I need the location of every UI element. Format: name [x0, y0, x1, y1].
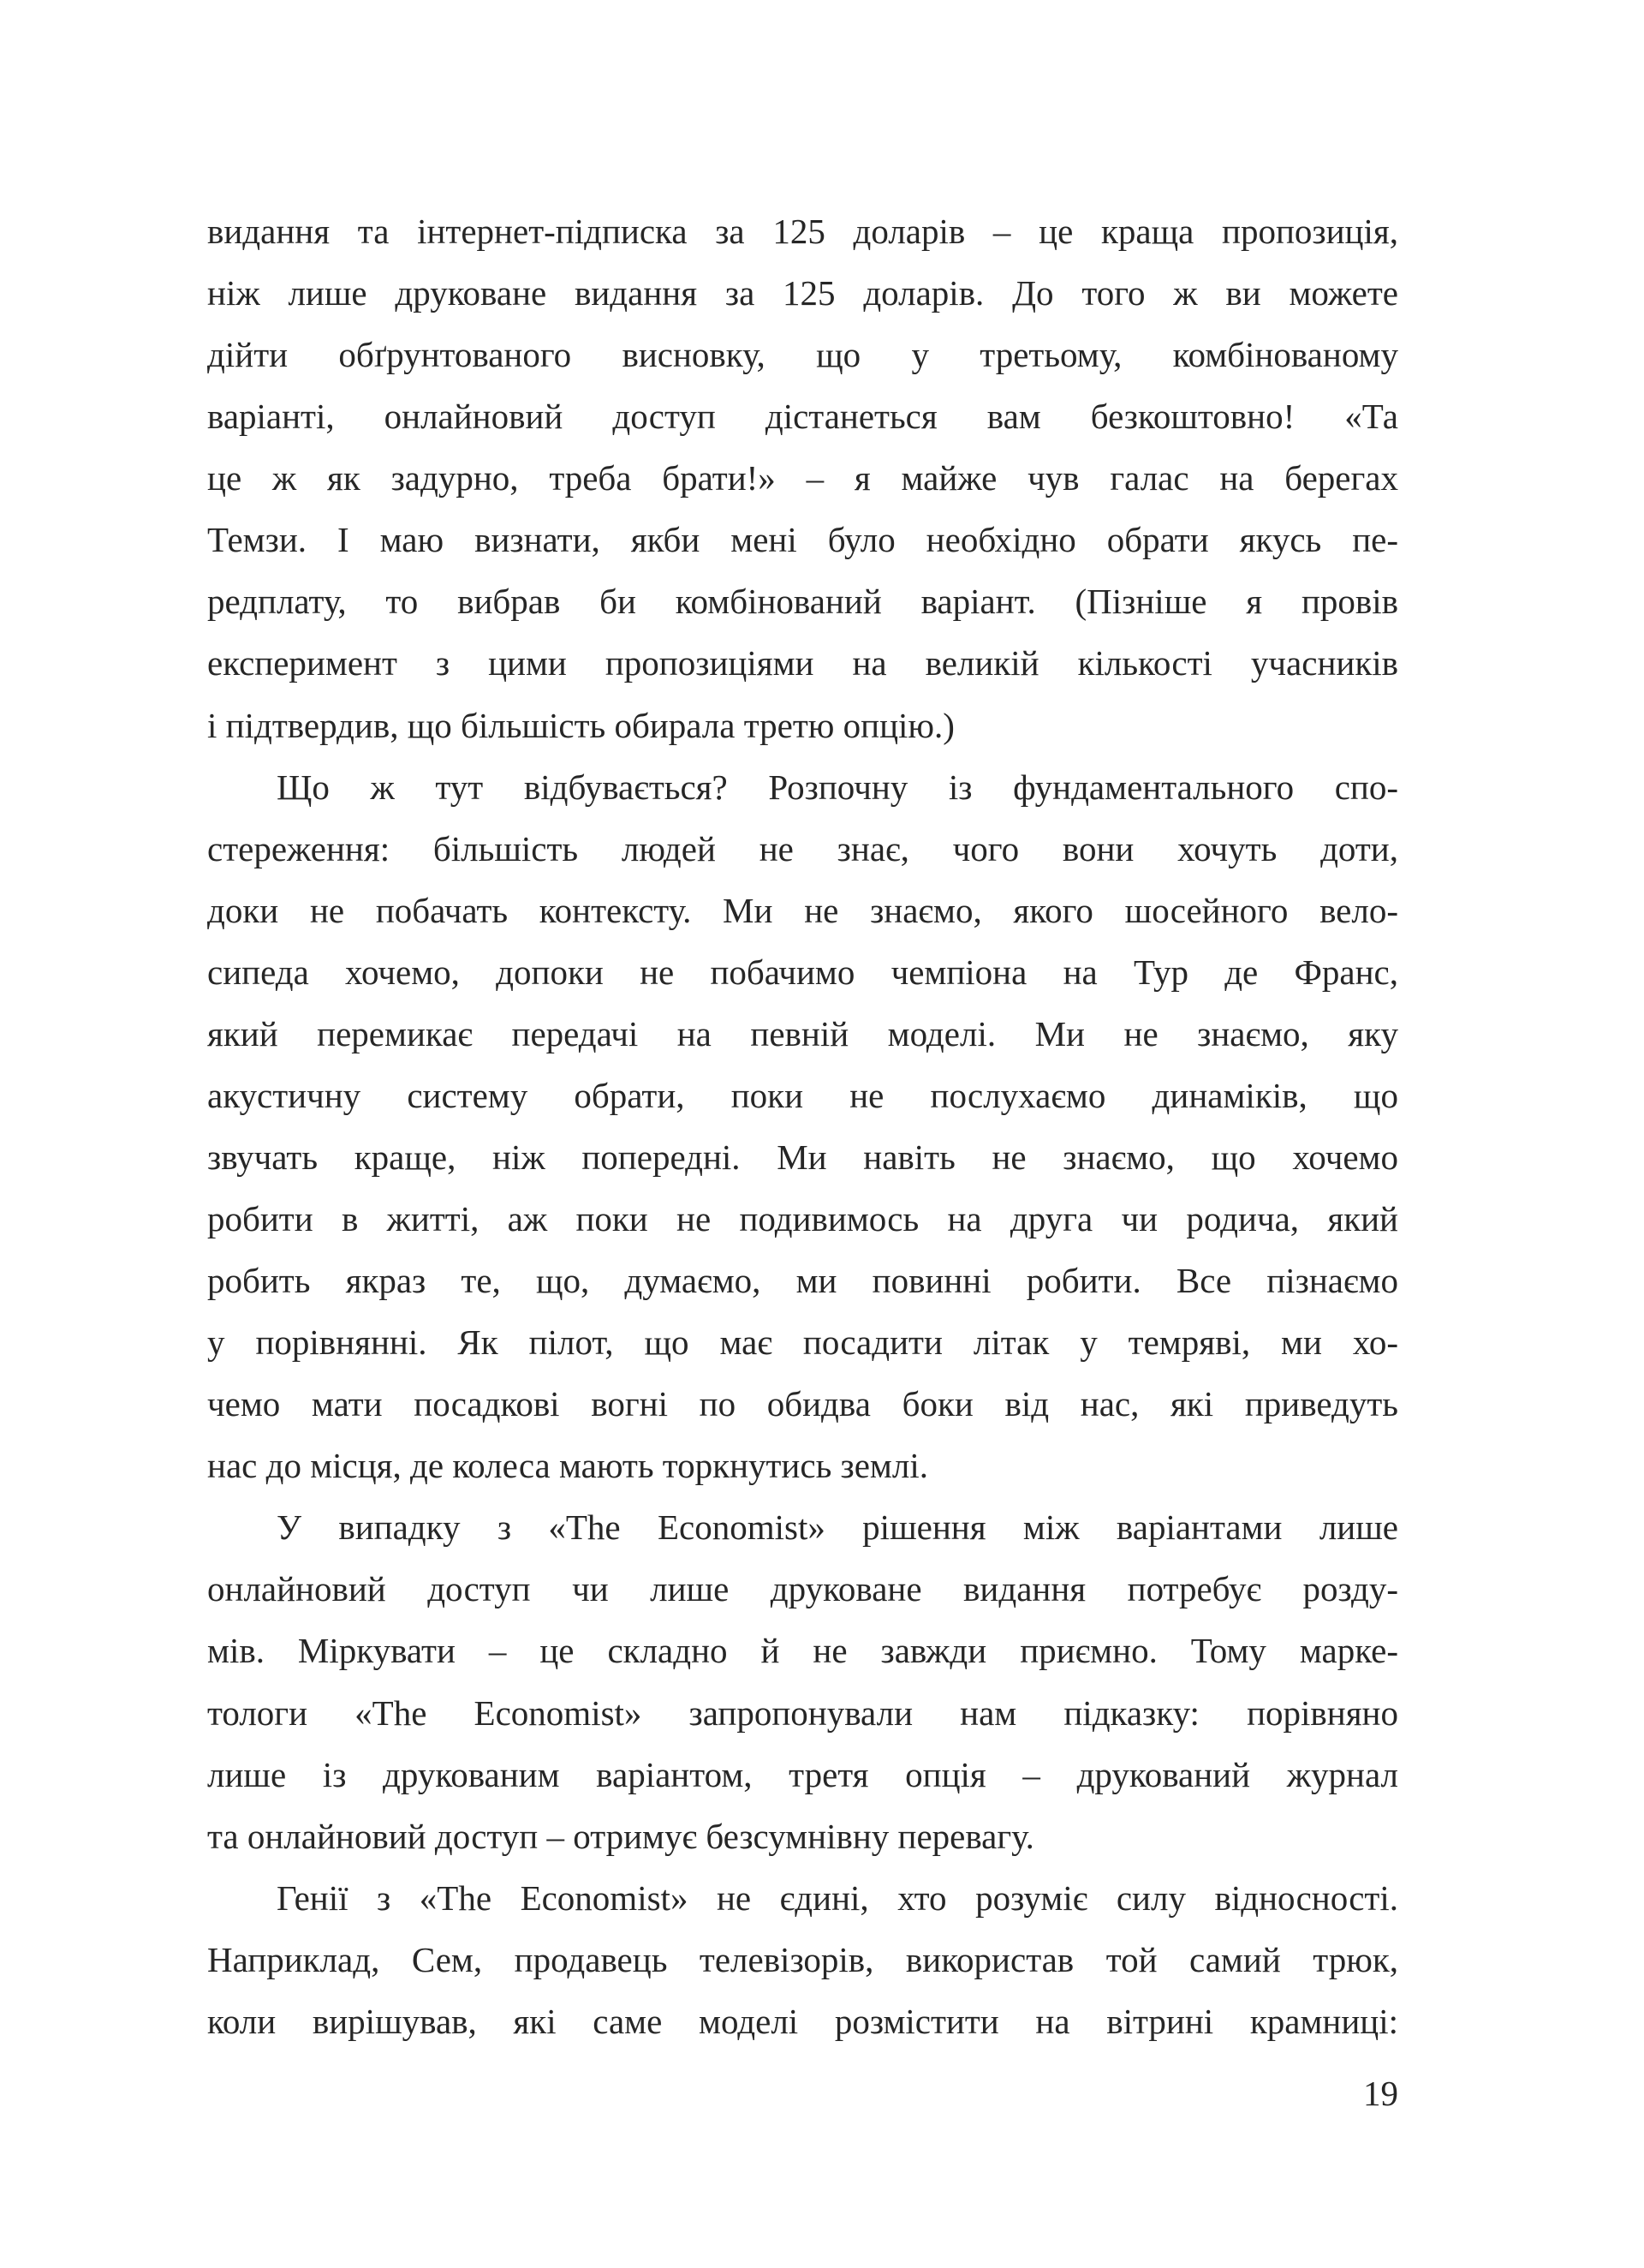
- text-line: звучать краще, ніж попередні. Ми навіть не знаємо, що хочемо: [207, 1137, 1398, 1177]
- text-line: сипеда хочемо, допоки не побачимо чемпіона на Тур де Франс,: [207, 952, 1398, 992]
- text-line: це ж як задурно, треба брати!» – я майже чув галас на берегах: [207, 458, 1398, 498]
- text-line: дійти обґрунтованого висновку, що у третьому, комбінованому: [207, 335, 1398, 375]
- text-line: Наприклад, Сем, продавець телевізорів, використав той самий трюк,: [207, 1939, 1398, 1979]
- text-line: ніж лише друковане видання за 125 доларів. До того ж ви можете: [207, 273, 1398, 313]
- paragraph: [207, 1867, 1398, 2052]
- text-line: робити в житті, аж поки не подивимось на друга чи родича, який: [207, 1199, 1398, 1238]
- text-line: стереження: більшість людей не знає, чого вони хочуть доти,: [207, 828, 1398, 868]
- text-line: коли вирішував, які саме моделі розмістити на вітрині крамниці:: [207, 2001, 1398, 2041]
- paragraph: [207, 200, 1398, 756]
- text-line: варіанті, онлайновий доступ дістанеться вам безкоштовно! «Та: [207, 397, 1398, 437]
- page-number: 19: [1363, 2074, 1398, 2113]
- paragraph: [207, 756, 1398, 1497]
- text-line: мів. Міркувати – це складно й не завжди приємно. Тому марке-: [207, 1631, 1398, 1671]
- text-line: лише із друкованим варіантом, третя опція – друкований журнал: [207, 1754, 1398, 1794]
- text-line: доки не побачать контексту. Ми не знаємо, якого шосейного вело-: [207, 890, 1398, 930]
- text-line: у порівнянні. Як пілот, що має посадити літак у темряві, ми хо-: [207, 1322, 1398, 1363]
- text-line: У випадку з «The Economist» рішення між варіантами лише: [277, 1507, 1398, 1548]
- text-line: робить якраз те, що, думаємо, ми повинні робити. Все пізнаємо: [207, 1261, 1398, 1301]
- text-line: тологи «The Economist» запропонували нам підказку: порівняно: [207, 1692, 1398, 1733]
- text-line: акустичну систему обрати, поки не послухаємо динаміків, що: [207, 1075, 1398, 1115]
- text-line: Що ж тут відбувається? Розпочну із фундаментального спо-: [277, 767, 1398, 807]
- paragraph: [207, 1496, 1398, 1866]
- text-line: видання та інтернет-підписка за 125 доларів – це краща пропозиція,: [207, 212, 1398, 251]
- page-body: [207, 200, 1398, 2052]
- text-line: чемо мати посадкові вогні по обидва боки від нас, які приведуть: [207, 1384, 1398, 1424]
- text-line: Генії з «The Economist» не єдині, хто розуміє силу відносності.: [277, 1877, 1398, 1918]
- text-line: нас до місця, де колеса мають торкнутись землі.: [207, 1446, 928, 1486]
- text-line: і підтвердив, що більшість обирала третю опцію.): [207, 705, 955, 745]
- text-line: Темзи. І маю визнати, якби мені було необхідно обрати якусь пе-: [207, 520, 1398, 560]
- text-line: експеримент з цими пропозиціями на великій кількості учасників: [207, 643, 1398, 683]
- text-line: та онлайновий доступ – отримує безсумнівну перевагу.: [207, 1816, 1034, 1856]
- text-line: який перемикає передачі на певній моделі. Ми не знаємо, яку: [207, 1013, 1398, 1053]
- text-line: онлайновий доступ чи лише друковане видання потребує розду-: [207, 1569, 1398, 1609]
- text-line: редплату, то вибрав би комбінований варіант. (Пізніше я провів: [207, 582, 1398, 622]
